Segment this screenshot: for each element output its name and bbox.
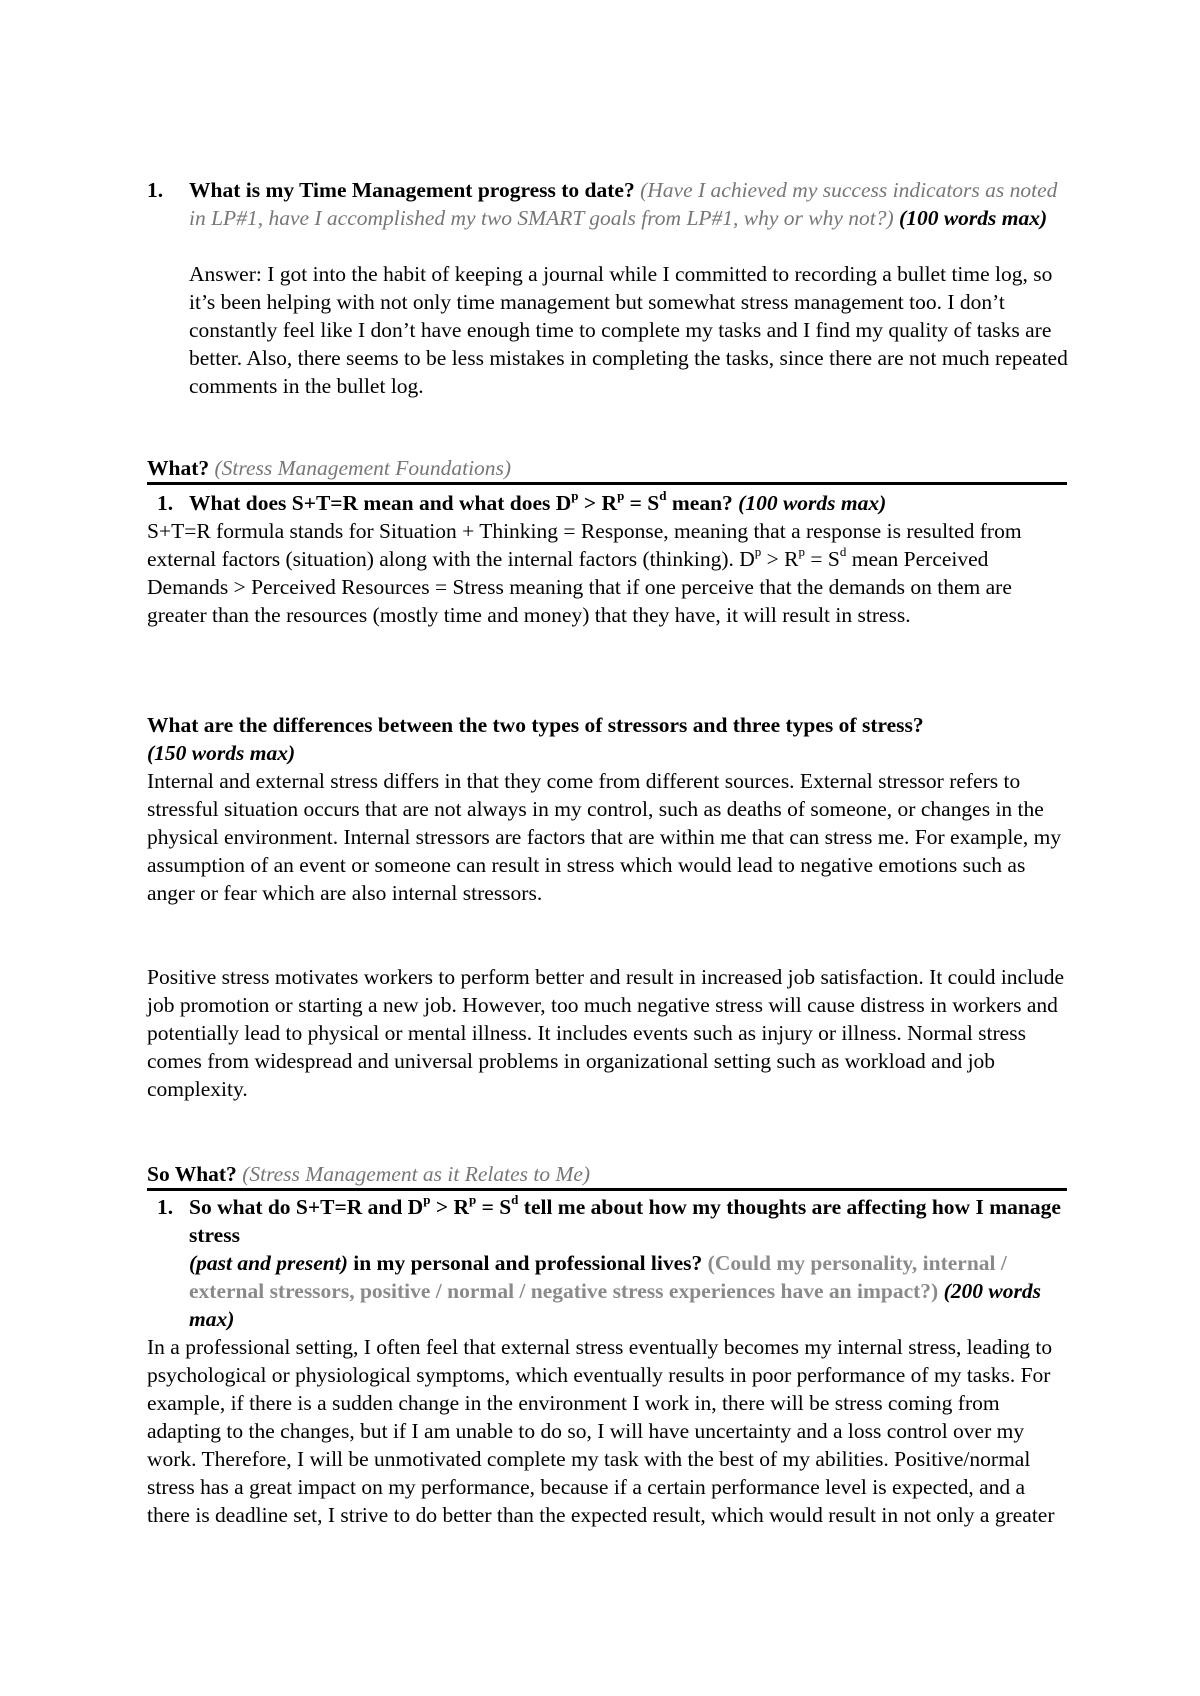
so-what-section-heading	[147, 1160, 1067, 1188]
so-what-answer: In a professional setting, I often feel that external stress eventually becomes my internal stress, leading to psychological or physiological symptoms, which eventually results in poor performance of my tasks. For example, if there is a sudden change in the environment I work in, there will be stress coming from adapting to the changes, but if I am unable to do so, I will have uncertainty and a loss control over my work. Therefore, I will be unmotivated complete my task with the best of my abilities. Positive/normal stress has a great impact on my performance, because if a certain performance level is expected, and a there is deadline set, I strive to do better than the expected result, which would result in not only a greater	[147, 1335, 1055, 1527]
superscript: p	[468, 1191, 477, 1207]
word-limit: (100 words max)	[738, 491, 887, 515]
answer-text: > R	[761, 547, 799, 571]
section-divider	[147, 482, 1067, 485]
so-what-question	[189, 1193, 1069, 1333]
word-limit: (100 words max)	[899, 206, 1048, 230]
section-title: So What?	[147, 1162, 237, 1186]
answer-text: mean Perceived Demands > Perceived Resources = Stress meaning that if one perceive that the demands on them are greater than the resources (mostly time and money) that they have, it will result in stress.	[147, 547, 1012, 627]
question-text: = S	[476, 1195, 512, 1219]
formula-question	[189, 489, 1069, 517]
section-title: What?	[147, 456, 210, 480]
section-subtitle: (Stress Management Foundations)	[214, 456, 512, 480]
time-management-answer: Answer: I got into the habit of keeping a journal while I committed to recording a bullet time log, so it’s been helping with not only time management but somewhat stress management too. I don’t constantly feel like I don’t have enough time to complete my tasks and I find my quality of tasks are better. Also, there seems to be less mistakes in completing the tasks, since there are not much repeated comments in the bullet log.	[189, 262, 1068, 398]
question-text: > R	[578, 491, 618, 515]
question-text: What are the differences between the two types of stressors and three types of stress?	[147, 713, 924, 737]
question-text: What does S+T=R mean and what does D	[189, 491, 572, 515]
answer-text: S+T=R formula stands for Situation + Thinking = Response, meaning that a response is resulted from external factors (situation) along with the internal factors (thinking). D	[147, 519, 1022, 571]
superscript: p	[798, 543, 806, 559]
formula-answer	[147, 517, 1067, 629]
what-section-heading	[147, 454, 1067, 482]
question-number: 1.	[157, 1195, 174, 1219]
superscript: p	[617, 487, 625, 503]
question-text: So what do S+T=R and D	[189, 1195, 424, 1219]
word-limit: (200 words max)	[189, 1279, 1041, 1331]
word-limit: (150 words max)	[147, 741, 296, 765]
superscript: d	[839, 543, 847, 559]
question-number: 1.	[157, 491, 174, 515]
question-text: tell me about how my thoughts are affecting how I manage stress	[189, 1195, 1061, 1247]
superscript: d	[659, 487, 667, 503]
question-number: 1.	[147, 178, 164, 202]
section-subtitle: (Stress Management as it Relates to Me)	[242, 1162, 591, 1186]
stressors-answer-p1: Internal and external stress differs in that they come from different sources. External stressor refers to stressful situation occurs that are not always in my control, such as deaths of someone, or changes in the physical environment. Internal stressors are factors that are within me that can stress me. For example, my assumption of an event or someone can result in stress which would lead to negative emotions such as anger or fear which are also internal stressors.	[147, 769, 1062, 905]
superscript: p	[754, 543, 762, 559]
question-text: What is my Time Management progress to date?	[189, 178, 635, 202]
superscript: d	[511, 1191, 519, 1207]
superscript: p	[423, 1191, 431, 1207]
question-text: > R	[430, 1195, 469, 1219]
stressors-answer-p2: Positive stress motivates workers to perform better and result in increased job satisfaction. It could include job promotion or starting a new job. However, too much negative stress will cause distress in workers and potentially lead to physical or mental illness. It includes events such as injury or illness. Normal stress comes from widespread and universal problems in organizational setting such as workload and job complexity.	[147, 965, 1065, 1101]
section-divider	[147, 1188, 1067, 1191]
stressors-question	[147, 711, 1067, 767]
question-text: mean?	[666, 491, 733, 515]
superscript: p	[571, 487, 579, 503]
question-hint: (Could my personality, internal / external stressors, positive / normal / negative stress experiences have an impact?)	[189, 1251, 1007, 1303]
question-text: in my personal and professional lives?	[347, 1251, 703, 1275]
question-text: (past and present)	[189, 1251, 348, 1275]
answer-text: = S	[805, 547, 840, 571]
question-text: = S	[624, 491, 660, 515]
question-hint: (Have I achieved my success indicators as noted in LP#1, have I accomplished my two SMART goals from LP#1, why or why not?)	[189, 178, 1058, 230]
time-management-question	[189, 176, 1069, 232]
